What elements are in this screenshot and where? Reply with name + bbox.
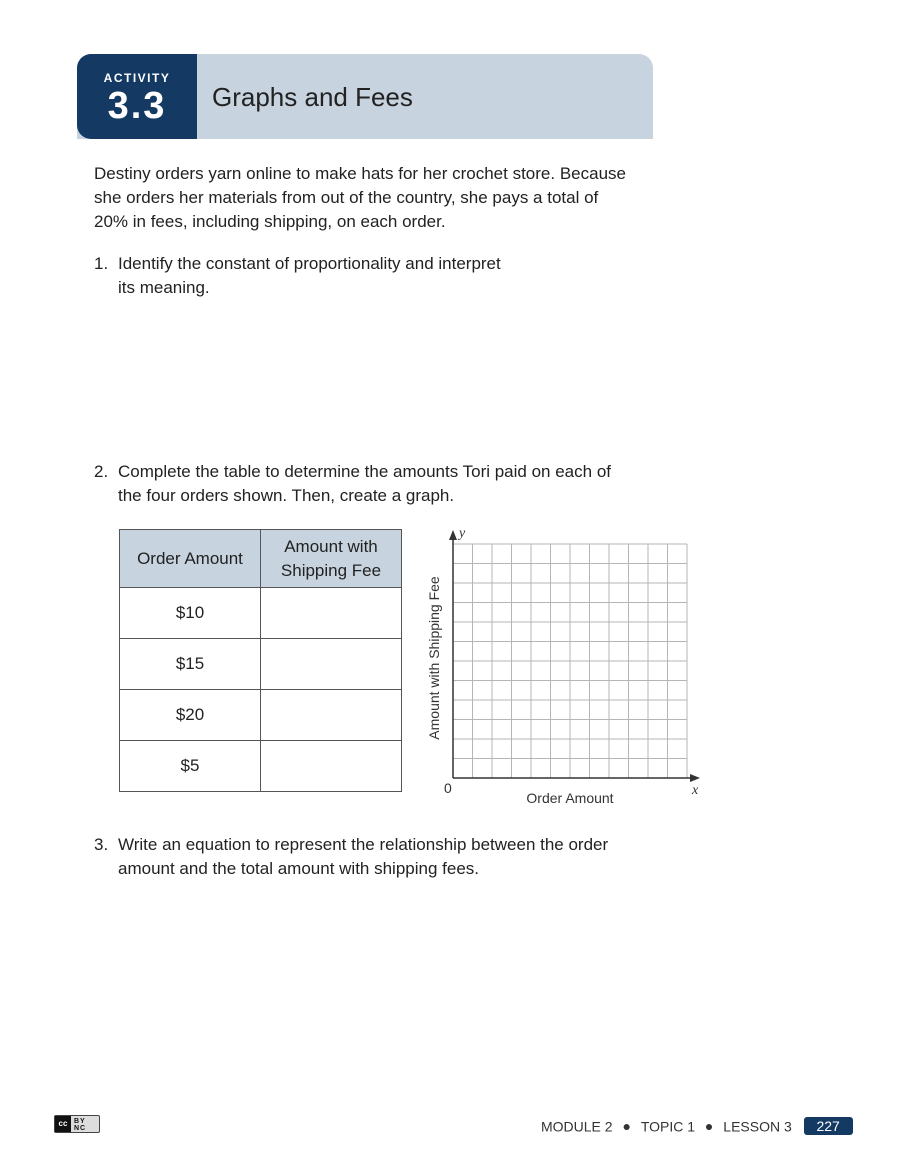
intro-line: Destiny orders yarn online to make hats for her crochet store. Because bbox=[94, 164, 626, 183]
bullet-icon: ● bbox=[622, 1118, 631, 1135]
x-axis-letter: x bbox=[692, 783, 699, 798]
header-line: Amount with bbox=[284, 536, 378, 556]
question-line: Identify the constant of proportionality and interpret bbox=[118, 254, 501, 273]
fee-table bbox=[119, 529, 402, 792]
amount-cell[interactable] bbox=[261, 741, 402, 792]
amount-cell[interactable] bbox=[261, 690, 402, 741]
order-cell: $20 bbox=[120, 690, 261, 741]
graph-grid bbox=[453, 544, 687, 778]
page-number: 227 bbox=[804, 1117, 853, 1135]
activity-label: ACTIVITY bbox=[103, 71, 171, 85]
table-row bbox=[120, 639, 402, 690]
activity-badge bbox=[77, 54, 197, 139]
intro-paragraph bbox=[94, 162, 654, 234]
amount-cell[interactable] bbox=[261, 588, 402, 639]
question-number: 2. bbox=[94, 462, 109, 481]
order-cell: $5 bbox=[120, 741, 261, 792]
question-line: its meaning. bbox=[118, 278, 210, 297]
question-line: the four orders shown. Then, create a graph. bbox=[118, 486, 455, 505]
table-row bbox=[120, 690, 402, 741]
table-header-row bbox=[120, 530, 402, 588]
creative-commons-icon: cc BY NC bbox=[54, 1115, 100, 1133]
question-1 bbox=[94, 252, 654, 300]
order-cell: $10 bbox=[120, 588, 261, 639]
page-footer bbox=[541, 1117, 853, 1135]
table-row bbox=[120, 588, 402, 639]
origin-label: 0 bbox=[444, 780, 452, 796]
question-number: 1. bbox=[94, 254, 109, 273]
question-number: 3. bbox=[94, 835, 109, 854]
table-row bbox=[120, 741, 402, 792]
header-order-amount: Order Amount bbox=[120, 530, 261, 588]
y-axis-arrow bbox=[449, 530, 457, 540]
intro-line: 20% in fees, including shipping, on each order. bbox=[94, 212, 446, 231]
question-line: amount and the total amount with shipping fees. bbox=[118, 859, 480, 878]
activity-title: Graphs and Fees bbox=[212, 82, 413, 112]
activity-number: 3.3 bbox=[107, 85, 167, 127]
question-line: Write an equation to represent the relationship between the order bbox=[118, 835, 609, 854]
y-axis-letter: y bbox=[459, 526, 466, 541]
footer-lesson: LESSON 3 bbox=[723, 1118, 792, 1135]
order-cell: $15 bbox=[120, 639, 261, 690]
question-3 bbox=[94, 833, 674, 881]
x-axis-arrow bbox=[690, 774, 700, 782]
x-axis-label: Order Amount bbox=[526, 790, 614, 806]
bullet-icon: ● bbox=[704, 1118, 714, 1135]
coordinate-graph[interactable] bbox=[420, 520, 710, 810]
header-line: Shipping Fee bbox=[280, 560, 382, 580]
header-amount-with-fee bbox=[261, 530, 402, 588]
intro-line: she orders her materials from out of the country, she pays a total of bbox=[94, 188, 599, 207]
y-axis-label: Amount with Shipping Fee bbox=[426, 576, 442, 740]
question-2 bbox=[94, 460, 674, 508]
question-line: Complete the table to determine the amounts Tori paid on each of bbox=[118, 462, 611, 481]
footer-module: MODULE 2 bbox=[541, 1118, 613, 1135]
footer-topic: TOPIC 1 bbox=[640, 1118, 696, 1135]
amount-cell[interactable] bbox=[261, 639, 402, 690]
